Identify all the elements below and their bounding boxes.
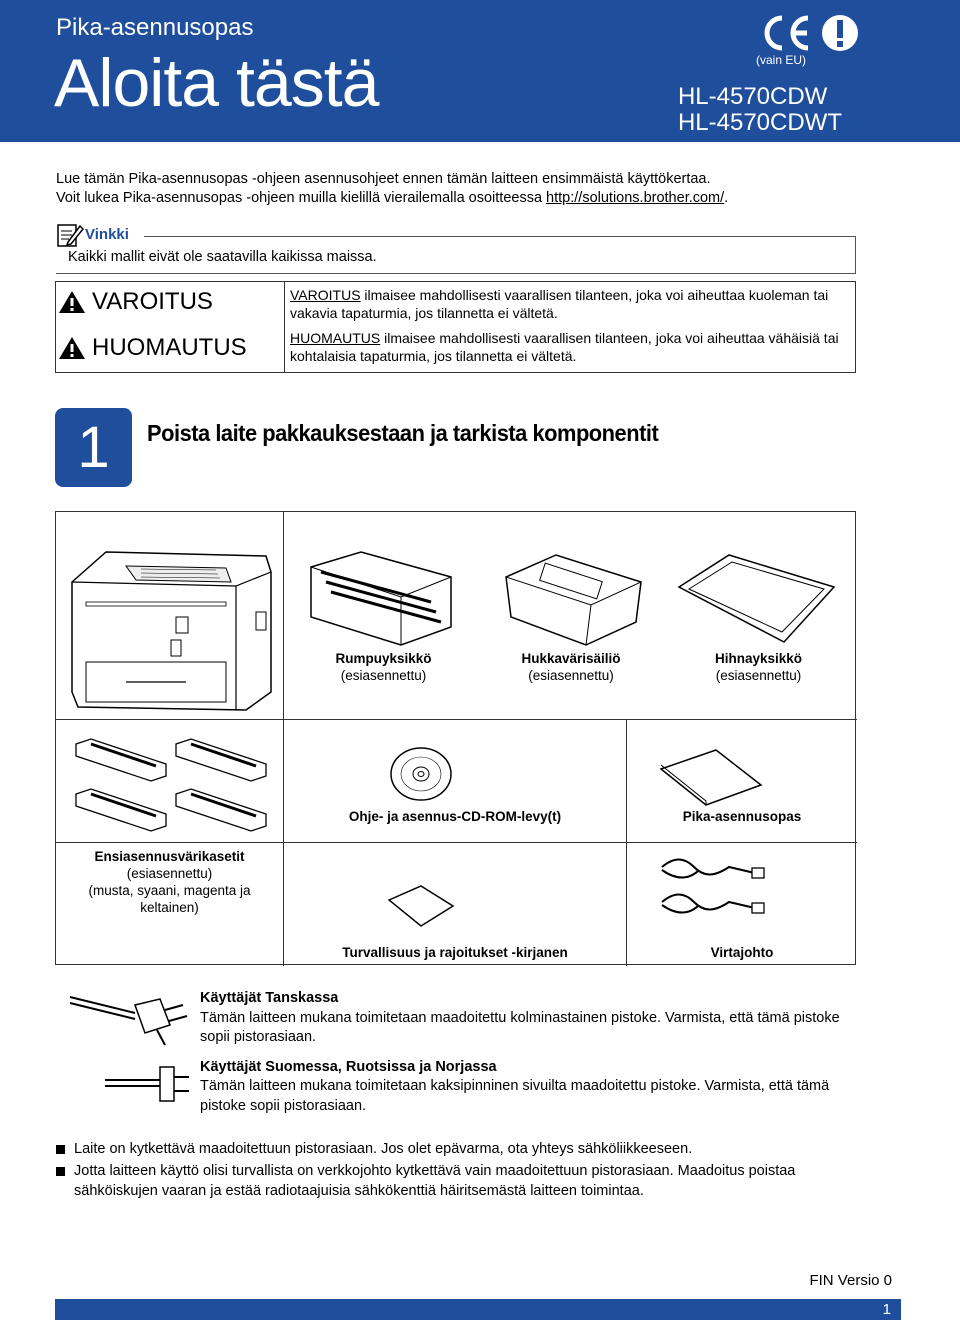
caution-triangle-icon [58,336,86,360]
header-banner [0,0,960,142]
safety-booklet-illustration [386,882,456,930]
belt-name: Hihnayksikkö [714,651,803,666]
toner-cartridges-illustration [71,734,271,844]
warning-keyword: VAROITUS [290,287,361,303]
cord-caption: Virtajohto [710,945,774,960]
guide-caption: Pika-asennusopas [682,809,802,824]
waste-note: (esiasennettu) [528,668,614,683]
drum-unit-illustration [301,547,461,647]
component-grid [55,511,856,965]
cd-caption: Ohje- ja asennus-CD-ROM-levy(t) [348,809,562,824]
warning-triangle-icon [58,290,86,314]
drum-note: (esiasennettu) [340,668,427,683]
note-box [56,222,856,272]
grid-line [283,842,857,843]
intro-line-suffix: . [724,190,729,206]
plug-illustration [65,985,195,1125]
waste-toner-box-illustration [496,547,646,647]
toner-note: (esiasennettu) [126,866,213,881]
quick-setup-guide-illustration [656,747,766,807]
document-subtitle: Pika-asennusopas [56,14,254,41]
safety-caption: Turvallisuus ja rajoitukset -kirjanen [342,945,568,960]
warning-description-text: ilmaisee mahdollisesti vaarallisen tilanteen, joka voi aiheuttaa kuoleman tai vakavia tapaturmia, jos tilannetta ei vältetä. [290,287,829,321]
bullet-item: Jotta laitteen käyttö olisi turvallista on verkkojohto kytkettävä vain maadoitettuun pistorasiaan. Maadoitus poistaa sähköiskujen vaaran ja estää radiotaajuisia sähkökenttiä häiritsemästä laitteen toimintaa. [56,1161,856,1201]
power-cord-illustration [654,852,774,937]
grid-line [56,719,283,720]
grid-line [283,719,857,720]
drum-caption [296,650,471,684]
note-label: Vinkki [85,226,129,243]
warning-label: VAROITUS [92,288,213,315]
warning-labels [56,282,285,372]
warning-label-row [58,288,213,316]
cd-rom-illustration [386,744,456,804]
belt-unit-illustration [674,547,839,647]
plug-info [55,985,856,1130]
ce-mark-icon [752,10,862,56]
nordic-text: Tämän laitteen mukana toimitetaan kaksipinninen sivuilta maadoitettu pistoke. Varmista, että tämä pistoke sopii pistorasiaan. [200,1078,830,1114]
solutions-link[interactable]: http://solutions.brother.com/ [546,190,725,206]
pencil-icon [56,222,84,248]
waste-caption [486,650,656,684]
toner-name: Ensiasennusvärikasetit [94,849,245,864]
caution-description-text: ilmaisee mahdollisesti vaarallisen tilanteen, joka voi aiheuttaa vähäisiä tai kohtalaisia tapaturmia, jos tilannetta ei vältetä. [290,330,839,364]
model-list [678,84,842,136]
nordic-heading: Käyttäjät Suomessa, Ruotsissa ja Norjassa [200,1058,497,1075]
eu-only-note: (vain EU) [756,53,807,67]
denmark-heading: Käyttäjät Tanskassa [200,990,339,1006]
document-title: Aloita tästä [54,45,379,121]
page-number-bar: 1 [55,1299,901,1320]
model-name: HL-4570CDWT [677,109,842,136]
denmark-paragraph [200,989,860,1048]
warning-description [290,286,850,322]
toner-colors: keltainen) [140,900,199,915]
caution-description [290,329,850,365]
step-title: Poista laite pakkauksestaan ja tarkista komponentit [147,420,659,446]
intro-line-text: Voit lukea Pika-asennusopas -ohjeen muilla kielillä vierailemalla osoitteessa [56,190,547,206]
caution-label-row [58,334,247,362]
version-label: FIN Versio 0 [809,1272,892,1289]
intro-line: Lue tämän Pika-asennusopas -ohjeen asennusohjeet ennen tämän laitteen ensimmäistä käyttökertaa. [56,171,711,187]
belt-note: (esiasennettu) [715,668,802,683]
grid-line [283,512,284,842]
intro-line [56,189,728,208]
waste-name: Hukkavärisäiliö [521,651,621,666]
denmark-text: Tämän laitteen mukana toimitetaan maadoitettu kolminastainen pistoke. Varmista, että tämä pistoke sopii pistorasiaan. [200,1009,840,1045]
step-number-badge: 1 [55,408,132,487]
caution-label: HUOMAUTUS [92,334,247,361]
bullet-item: Laite on kytkettävä maadoitettuun pistorasiaan. Jos olet epävarma, ota yhteys sähköliikkeeseen. [56,1139,856,1159]
drum-name: Rumpuyksikkö [335,651,432,666]
warning-descriptions [290,286,850,372]
plug-text [200,989,860,1126]
intro-text [56,170,728,208]
printer-illustration [66,542,276,712]
nordic-paragraph [200,1058,860,1117]
note-text: Kaikki mallit eivät ole saatavilla kaikissa maissa. [68,249,377,265]
warning-table [55,281,856,373]
toner-caption [56,848,283,916]
belt-caption [671,650,846,684]
toner-colors: (musta, syaani, magenta ja [88,883,251,898]
model-name: HL-4570CDW [677,83,828,110]
grid-line [626,719,627,966]
bullet-list [56,1139,856,1203]
caution-keyword: HUOMAUTUS [290,330,381,346]
